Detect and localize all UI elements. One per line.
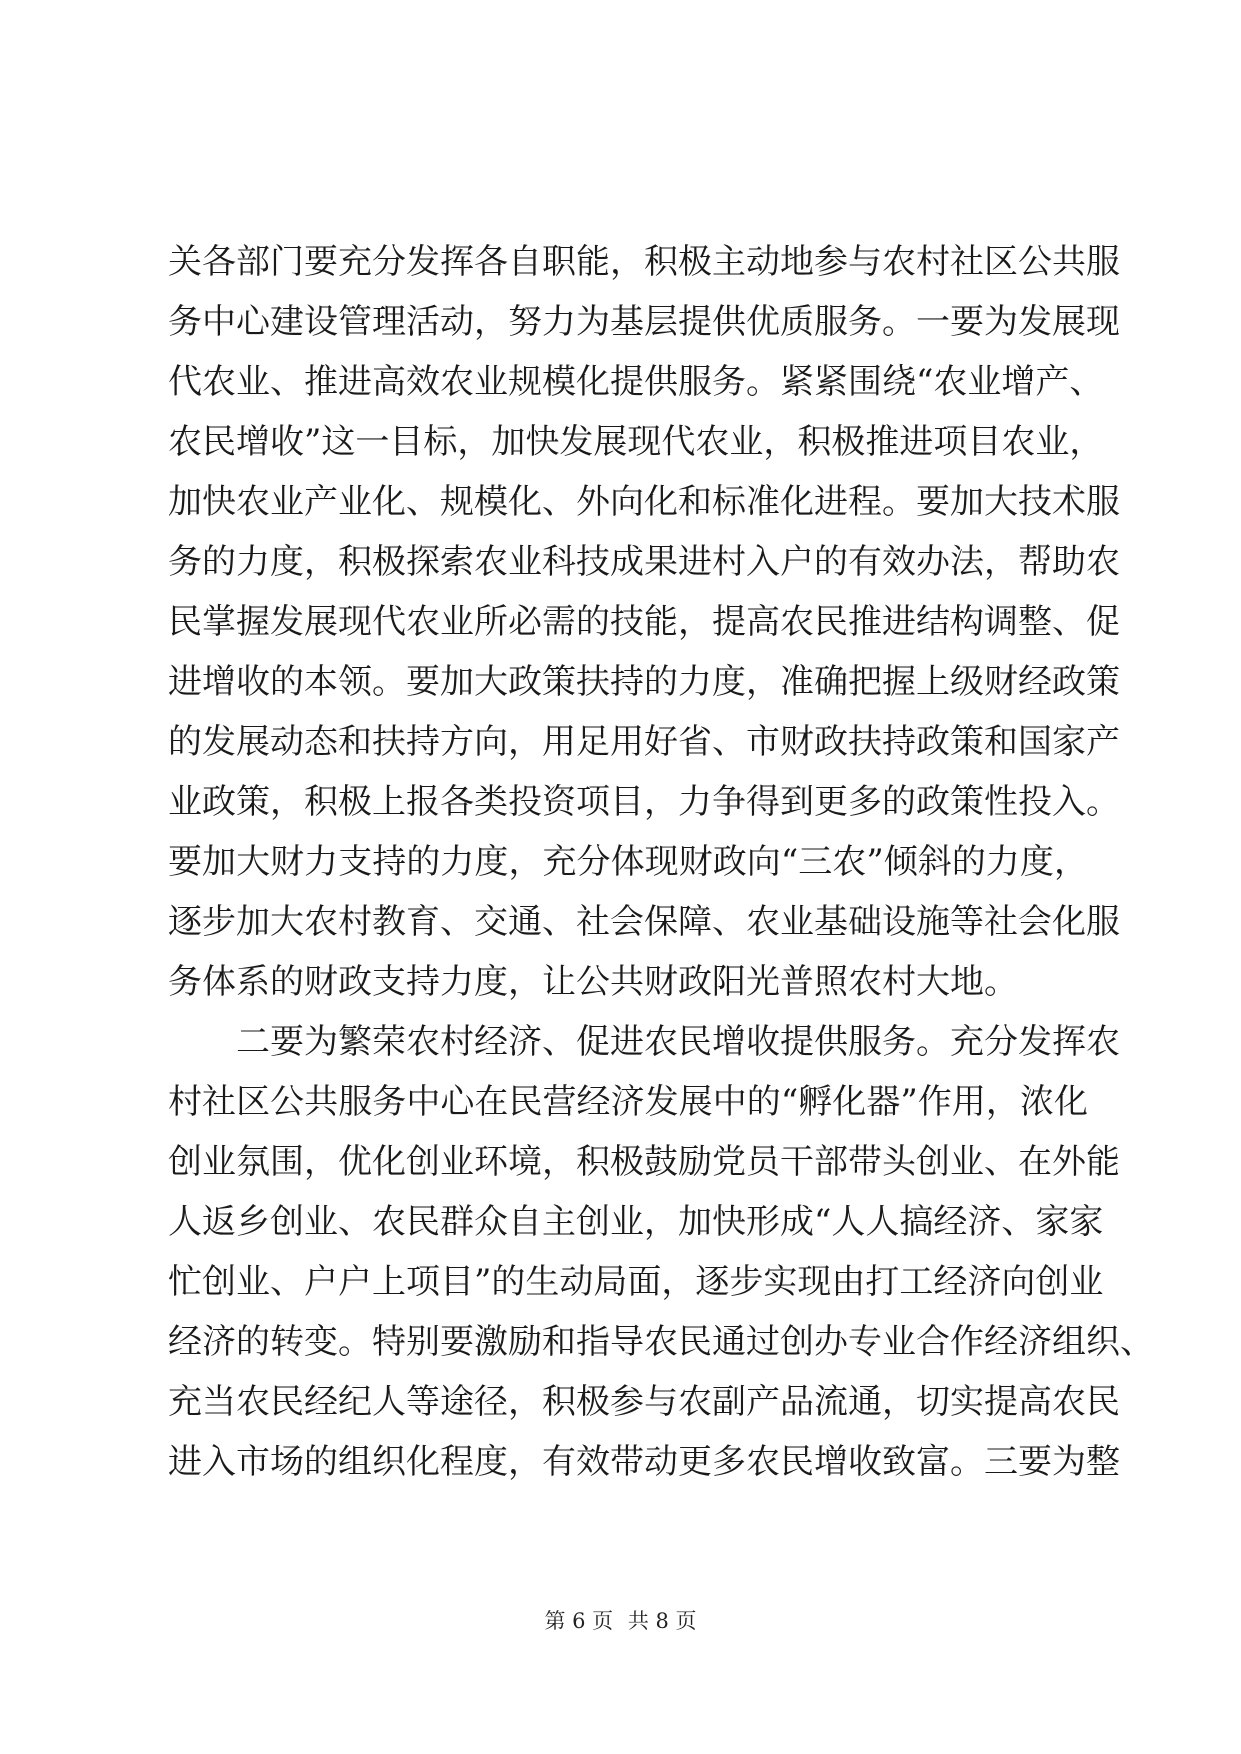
text-line: 充当农民经纪人等途径，积极参与农副产品流通，切实提高农民 <box>168 1382 1120 1422</box>
text-line: 业政策，积极上报各类投资项目，力争得到更多的政策性投入。 <box>168 782 1120 822</box>
document-body <box>168 232 1154 1492</box>
text-line: 忙创业、户户上项目”的生动局面，逐步实现由打工经济向创业 <box>168 1262 1104 1302</box>
text-line: 代农业、推进高效农业规模化提供服务。紧紧围绕“农业增产、 <box>168 362 1104 402</box>
text-line: 要加大财力支持的力度，充分体现财政向“三农”倾斜的力度， <box>168 842 1088 882</box>
text-line: 进入市场的组织化程度，有效带动更多农民增收致富。三要为整 <box>168 1442 1120 1482</box>
text-line: 务体系的财政支持力度，让公共财政阳光普照农村大地。 <box>168 962 1018 1002</box>
page-number: 第 6 页 <box>544 1609 614 1633</box>
text-line: 农民增收”这一目标，加快发展现代农业，积极推进项目农业， <box>168 422 1104 462</box>
page-footer <box>0 1608 1241 1634</box>
text-line: 的发展动态和扶持方向，用足用好省、市财政扶持政策和国家产 <box>168 722 1120 762</box>
page-total: 共 8 页 <box>627 1609 697 1633</box>
text-line: 村社区公共服务中心在民营经济发展中的“孵化器”作用，浓化 <box>168 1082 1088 1122</box>
text-line: 进增收的本领。要加大政策扶持的力度，准确把握上级财经政策 <box>168 662 1120 702</box>
text-line: 人返乡创业、农民群众自主创业，加快形成“人人搞经济、家家 <box>168 1202 1104 1242</box>
text-line: 加快农业产业化、规模化、外向化和标准化进程。要加大技术服 <box>168 482 1120 522</box>
text-line: 创业氛围，优化创业环境，积极鼓励党员干部带头创业、在外能 <box>168 1142 1120 1182</box>
text-line: 关各部门要充分发挥各自职能，积极主动地参与农村社区公共服 <box>168 242 1120 282</box>
text-line: 民掌握发展现代农业所必需的技能，提高农民推进结构调整、促 <box>168 602 1120 642</box>
paragraph-first-line: 二要为繁荣农村经济、促进农民增收提供服务。充分发挥农 <box>236 1022 1120 1062</box>
text-line: 逐步加大农村教育、交通、社会保障、农业基础设施等社会化服 <box>168 902 1120 942</box>
text-line: 务的力度，积极探索农业科技成果进村入户的有效办法，帮助农 <box>168 542 1120 582</box>
text-line: 务中心建设管理活动，努力为基层提供优质服务。一要为发展现 <box>168 302 1120 342</box>
text-line: 经济的转变。特别要激励和指导农民通过创办专业合作经济组织、 <box>168 1322 1154 1362</box>
